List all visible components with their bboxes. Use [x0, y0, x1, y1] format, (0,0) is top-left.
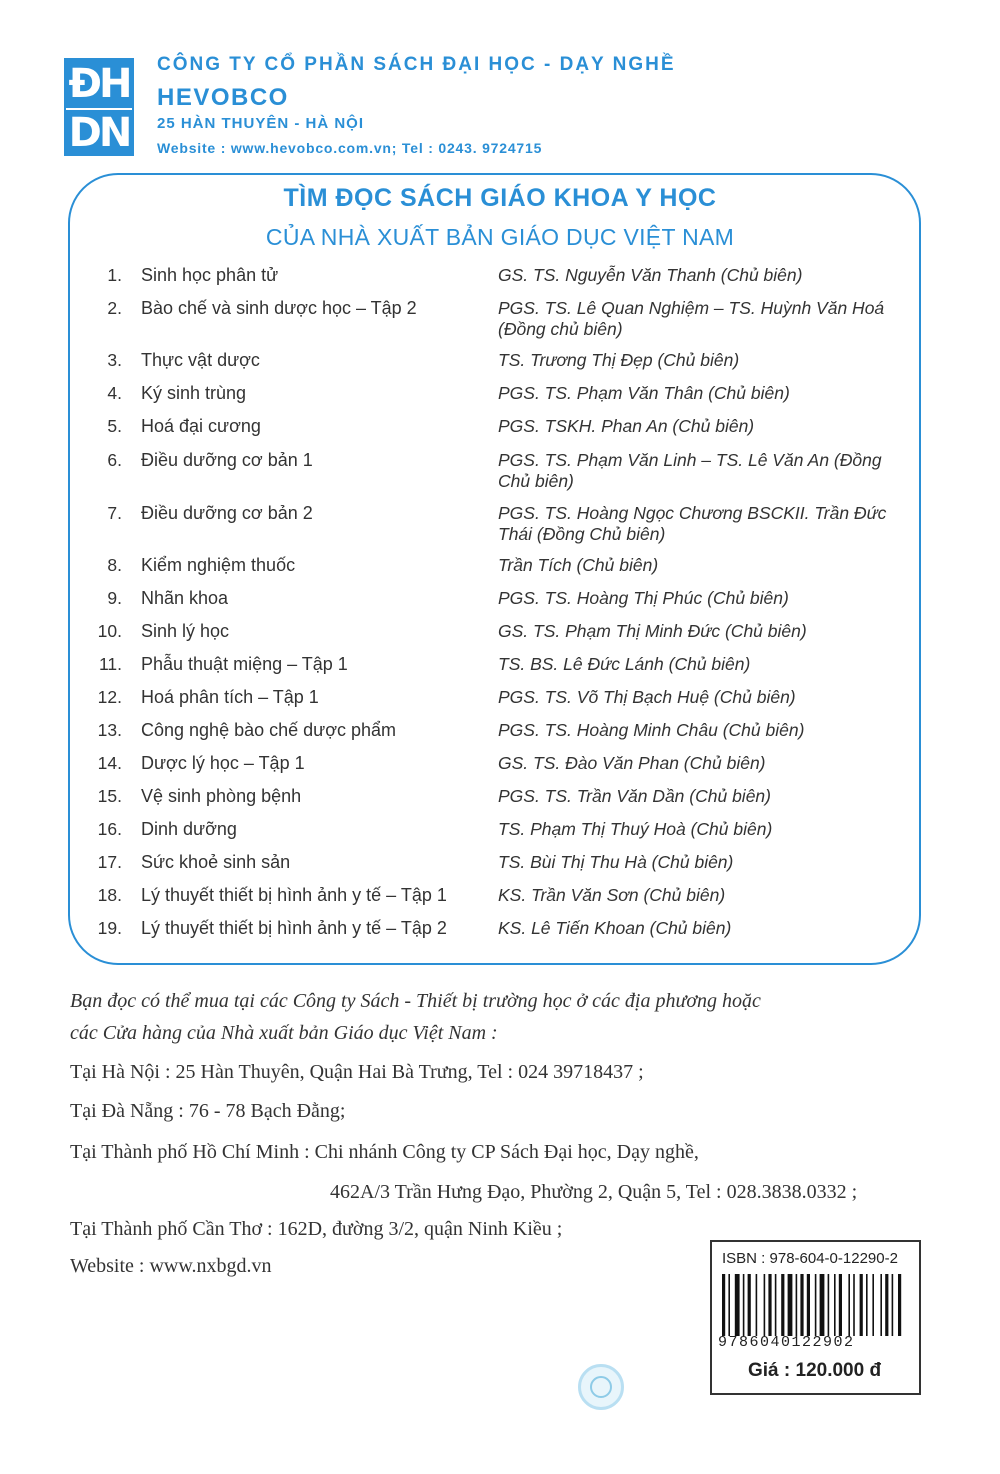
book-number: 5. [107, 416, 122, 436]
book-title: Dược lý học – Tập 1 [141, 753, 305, 773]
book-author: TS. Phạm Thị Thuý Hoà (Chủ biên) [498, 819, 773, 839]
footer-hanoi: Tại Hà Nội : 25 Hàn Thuyên, Quận Hai Bà Trưng, Tel : 024 39718437 ; [70, 1061, 644, 1083]
book-title: Sức khoẻ sinh sản [141, 852, 291, 872]
barcode-bar [885, 1274, 888, 1336]
book-title: Hoá đại cương [141, 416, 261, 436]
box-subtitle: CỦA NHÀ XUẤT BẢN GIÁO DỤC VIỆT NAM [265, 224, 735, 250]
book-author: GS. TS. Nguyễn Văn Thanh (Chủ biên) [498, 265, 803, 285]
footer-cantho: Tại Thành phố Cần Thơ : 162D, đường 3/2, quận Ninh Kiều ; [70, 1218, 563, 1240]
barcode-bar [748, 1274, 751, 1336]
seal-inner-ring [590, 1376, 612, 1398]
book-row [0, 416, 1000, 446]
book-number: 7. [107, 503, 122, 523]
book-author: PGS. TS. Hoàng Ngọc Chương BSCKII. Trần Đức Thái (Đồng Chủ biên) [498, 503, 887, 544]
barcode-bar [781, 1274, 784, 1336]
barcode-bar [834, 1274, 836, 1336]
book-author: Trần Tích (Chủ biên) [498, 555, 659, 575]
book-number: 6. [107, 450, 122, 470]
barcode-bar [768, 1274, 771, 1336]
barcode-bar [880, 1274, 882, 1336]
barcode-bar [872, 1274, 874, 1336]
book-author: GS. TS. Phạm Thị Minh Đức (Chủ biên) [498, 621, 807, 641]
barcode-bar [728, 1274, 730, 1336]
barcode-icon [722, 1274, 910, 1336]
book-title: Sinh lý học [141, 621, 230, 641]
barcode-bar [796, 1274, 798, 1336]
barcode-bar [839, 1274, 842, 1336]
book-number: 8. [107, 555, 122, 575]
book-author: TS. Bùi Thị Thu Hà (Chủ biên) [498, 852, 734, 872]
book-author: TS. BS. Lê Đức Lánh (Chủ biên) [498, 654, 751, 674]
book-author: PGS. TS. Lê Quan Nghiệm – TS. Huỳnh Văn Hoá (Đồng chủ biên) [498, 298, 885, 339]
book-author: PGS. TS. Phạm Văn Linh – TS. Lê Văn An (Đồng Chủ biên) [498, 450, 882, 491]
book-number: 16. [97, 819, 122, 839]
barcode-bar [866, 1274, 868, 1336]
book-title: Nhãn khoa [141, 588, 229, 608]
book-row [0, 918, 1000, 948]
book-title: Hoá phân tích – Tập 1 [141, 687, 319, 707]
footer-hcm-line-2: 462A/3 Trần Hưng Đạo, Phường 2, Quận 5, Tel : 028.3838.0332 ; [330, 1181, 858, 1203]
barcode-digits: 9786040122902 [718, 1334, 855, 1351]
barcode-bar [764, 1274, 766, 1336]
book-title: Lý thuyết thiết bị hình ảnh y tế – Tập 2 [141, 918, 447, 938]
barcode-bar [853, 1274, 855, 1336]
footer-danang: Tại Đà Nẵng : 76 - 78 Bạch Đằng; [70, 1100, 346, 1122]
book-number: 10. [97, 621, 122, 641]
book-number: 15. [97, 786, 122, 806]
footer-hcm-line-1: Tại Thành phố Hồ Chí Minh : Chi nhánh Công ty CP Sách Đại học, Dạy nghề, [70, 1141, 699, 1163]
footer-intro-line-2: các Cửa hàng của Nhà xuất bản Giáo dục Việt Nam : [70, 1022, 498, 1044]
book-row [0, 450, 1000, 491]
barcode-bar [735, 1274, 740, 1336]
book-number: 9. [107, 588, 122, 608]
book-row [0, 503, 1000, 544]
barcode-bar [815, 1274, 817, 1336]
book-author: PGS. TS. Võ Thị Bạch Huệ (Chủ biên) [498, 687, 796, 707]
publisher-seal-icon [578, 1364, 624, 1410]
logo-text-top: ĐH [68, 61, 130, 107]
book-row [0, 555, 1000, 585]
book-author: PGS. TS. Hoàng Minh Châu (Chủ biên) [498, 720, 805, 740]
book-author: PGS. TS. Trần Văn Dần (Chủ biên) [498, 786, 771, 806]
price-label: Giá : 120.000 đ [748, 1360, 882, 1381]
book-title: Vệ sinh phòng bệnh [141, 786, 302, 806]
book-author: PGS. TSKH. Phan An (Chủ biên) [498, 416, 755, 436]
barcode-bar [756, 1274, 758, 1336]
barcode-bar [848, 1274, 850, 1336]
barcode-bar [800, 1274, 803, 1336]
book-author: TS. Trương Thị Đẹp (Chủ biên) [498, 350, 740, 370]
book-title: Công nghệ bào chế dược phẩm [141, 720, 397, 740]
footer-website: Website : www.nxbgd.vn [70, 1255, 272, 1277]
book-author: PGS. TS. Phạm Văn Thân (Chủ biên) [498, 383, 790, 403]
book-title: Ký sinh trùng [141, 383, 247, 403]
book-row [0, 621, 1000, 651]
barcode-bar [807, 1274, 810, 1336]
book-number: 3. [107, 350, 122, 370]
book-number: 18. [97, 885, 122, 905]
book-row [0, 819, 1000, 849]
publisher-brand: HEVOBCO [157, 84, 289, 111]
book-row [0, 265, 1000, 295]
isbn-box [710, 1240, 921, 1395]
book-title: Bào chế và sinh dược học – Tập 2 [141, 298, 417, 318]
book-row [0, 753, 1000, 783]
book-number: 12. [97, 687, 122, 707]
barcode-bar [898, 1274, 901, 1336]
barcode-bar [743, 1274, 745, 1336]
barcode-bar [892, 1274, 894, 1336]
book-author: KS. Lê Tiến Khoan (Chủ biên) [498, 918, 732, 938]
book-author: PGS. TS. Hoàng Thị Phúc (Chủ biên) [498, 588, 789, 608]
book-number: 19. [97, 918, 122, 938]
book-title: Điều dưỡng cơ bản 2 [141, 503, 313, 523]
book-title: Điều dưỡng cơ bản 1 [141, 450, 313, 470]
book-row [0, 720, 1000, 750]
barcode-bar [820, 1274, 825, 1336]
book-number: 11. [98, 654, 122, 674]
book-number: 17. [97, 852, 122, 872]
publisher-address: 25 HÀN THUYÊN - HÀ NỘI [157, 115, 365, 132]
barcode-bar [775, 1274, 777, 1336]
book-title: Lý thuyết thiết bị hình ảnh y tế – Tập 1 [141, 885, 447, 905]
isbn-label: ISBN : 978-604-0-12290-2 [722, 1250, 898, 1267]
book-title: Thực vật dược [141, 350, 260, 370]
book-number: 2. [107, 298, 122, 318]
publisher-contact: Website : www.hevobco.com.vn; Tel : 0243. 9724715 [157, 140, 543, 156]
book-row [0, 687, 1000, 717]
book-row [0, 383, 1000, 413]
book-row [0, 885, 1000, 915]
barcode-bar [788, 1274, 793, 1336]
book-author: KS. Trần Văn Sơn (Chủ biên) [498, 885, 726, 905]
book-title: Sinh học phân tử [141, 265, 279, 285]
publisher-company: CÔNG TY CỔ PHẦN SÁCH ĐẠI HỌC - DẠY NGHỀ [157, 54, 676, 75]
book-row [0, 298, 1000, 339]
book-row [0, 588, 1000, 618]
barcode-bar [828, 1274, 830, 1336]
logo-text-bottom: DN [68, 110, 130, 156]
book-row [0, 852, 1000, 882]
book-author: GS. TS. Đào Văn Phan (Chủ biên) [498, 753, 766, 773]
book-number: 13. [97, 720, 122, 740]
book-row [0, 654, 1000, 684]
footer-intro-line-1: Bạn đọc có thể mua tại các Công ty Sách - Thiết bị trường học ở các địa phương hoặc [70, 990, 761, 1012]
book-number: 1. [107, 265, 122, 285]
book-title: Phẫu thuật miệng – Tập 1 [141, 654, 348, 674]
book-row [0, 786, 1000, 816]
book-title: Dinh dưỡng [141, 819, 237, 839]
book-number: 14. [97, 753, 122, 773]
book-title: Kiểm nghiệm thuốc [141, 555, 296, 575]
barcode-bar [860, 1274, 863, 1336]
book-number: 4. [107, 383, 122, 403]
barcode-bar [722, 1274, 725, 1336]
box-title: TÌM ĐỌC SÁCH GIÁO KHOA Y HỌC [283, 184, 717, 212]
book-row [0, 350, 1000, 380]
